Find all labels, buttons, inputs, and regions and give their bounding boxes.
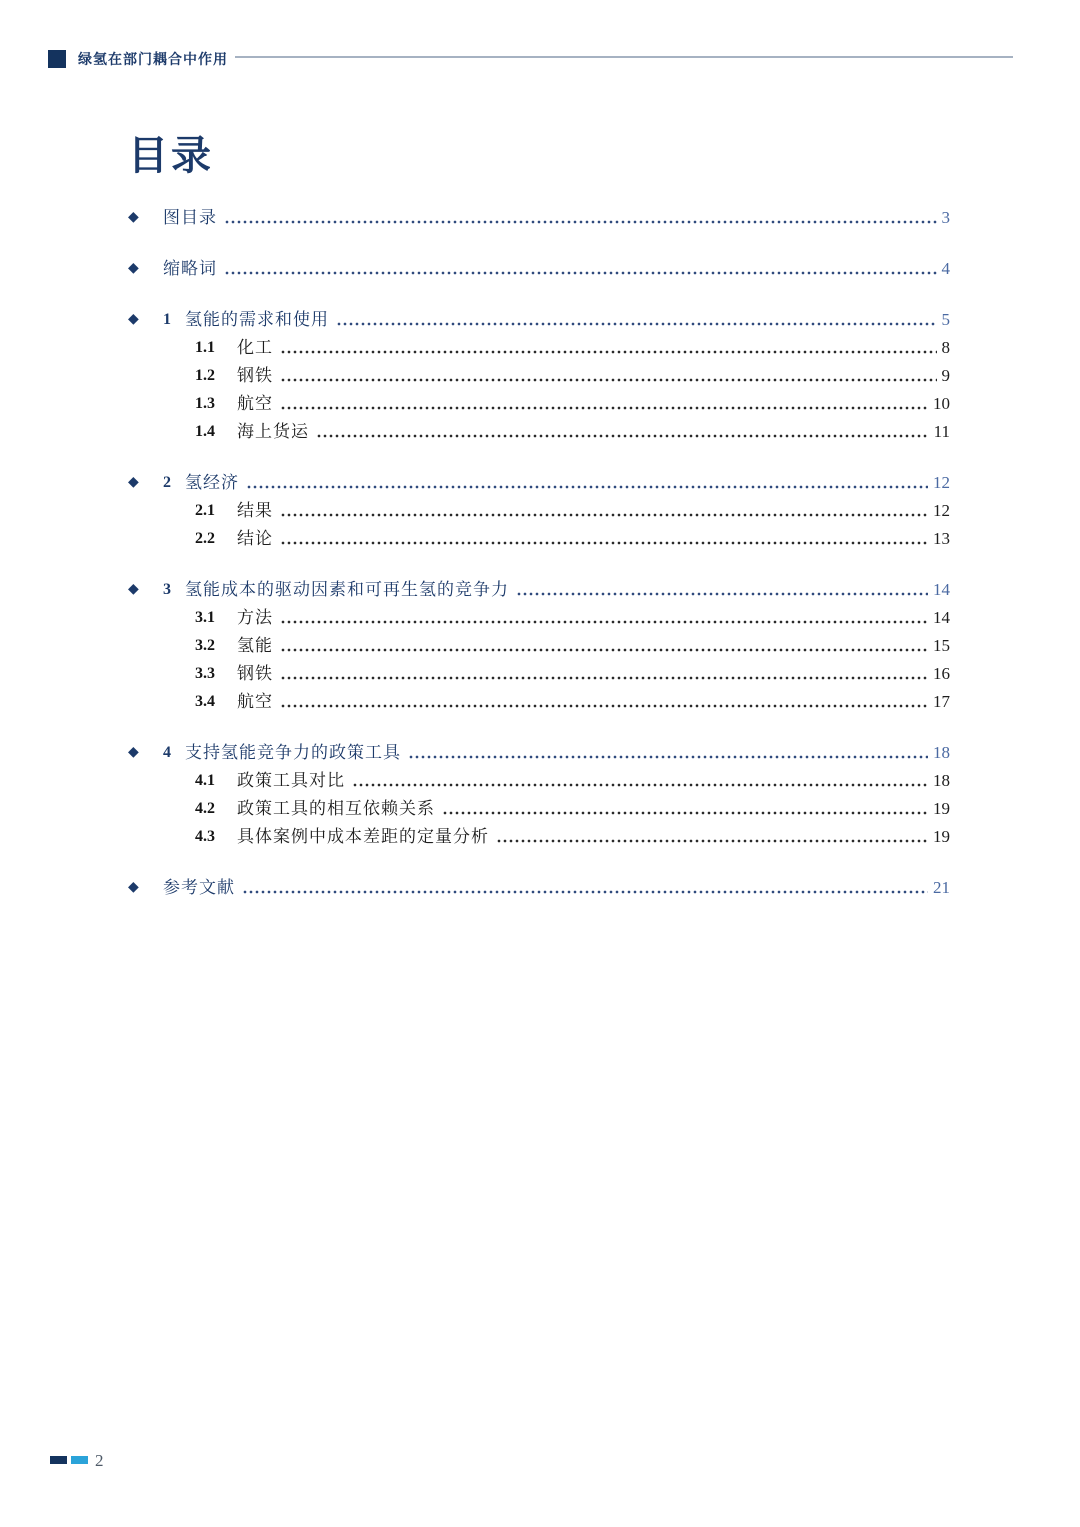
dot-leader <box>246 485 928 489</box>
toc-entry-page: 3 <box>941 208 950 227</box>
toc-entry-number: 3.2 <box>195 637 215 654</box>
toc-entry-number: 1 <box>163 311 171 328</box>
dot-leader <box>224 220 937 224</box>
dot-leader <box>280 620 928 624</box>
toc-entry-page: 8 <box>941 338 950 357</box>
dot-leader <box>408 755 928 759</box>
toc-entry-label: 缩略词 <box>163 259 217 278</box>
toc-entry[interactable] <box>128 576 950 604</box>
toc-entry-page: 4 <box>941 259 950 278</box>
toc-entry[interactable] <box>128 874 950 902</box>
toc-entry-label: 结果 <box>237 501 273 520</box>
toc-entry[interactable] <box>128 306 950 334</box>
toc-entry-number: 4 <box>163 744 171 761</box>
toc-entry-label: 化工 <box>237 338 273 357</box>
toc-entry[interactable] <box>128 390 950 418</box>
toc-entry-label: 航空 <box>237 692 273 711</box>
dot-leader <box>280 350 937 354</box>
toc-entry-label: 参考文献 <box>163 878 235 897</box>
toc-entry-page: 10 <box>933 394 950 413</box>
toc-entry-label: 航空 <box>237 394 273 413</box>
toc-entry[interactable] <box>128 255 950 283</box>
dot-leader <box>516 592 928 596</box>
toc-entry-page: 12 <box>933 473 950 492</box>
toc-entry-page: 18 <box>933 771 950 790</box>
toc-entry-label: 海上货运 <box>237 422 309 441</box>
toc-entry-label: 支持氢能竞争力的政策工具 <box>185 743 401 762</box>
toc-entry[interactable] <box>128 497 950 525</box>
diamond-bullet-icon: ◆ <box>128 210 139 225</box>
toc-entry-page: 13 <box>933 529 950 548</box>
toc-entry[interactable] <box>128 660 950 688</box>
dot-leader <box>280 513 928 517</box>
toc-entry-number: 1.1 <box>195 339 215 356</box>
footer-dark-square-icon <box>50 1456 67 1464</box>
toc-entry[interactable] <box>128 604 950 632</box>
dot-leader <box>442 811 928 815</box>
diamond-bullet-icon: ◆ <box>128 582 139 597</box>
toc-list <box>128 204 950 902</box>
header-rule <box>235 56 1013 58</box>
toc-entry-label: 具体案例中成本差距的定量分析 <box>237 827 489 846</box>
dot-leader <box>280 676 928 680</box>
toc-entry[interactable] <box>128 334 950 362</box>
toc-entry[interactable] <box>128 767 950 795</box>
toc-entry-number: 1.2 <box>195 367 215 384</box>
toc-entry-label: 方法 <box>237 608 273 627</box>
toc-entry-label: 氢能的需求和使用 <box>185 310 329 329</box>
toc-entry[interactable] <box>128 823 950 851</box>
dot-leader <box>280 704 928 708</box>
toc-entry[interactable] <box>128 362 950 390</box>
toc-entry-page: 14 <box>933 608 950 627</box>
dot-leader <box>280 378 937 382</box>
dot-leader <box>316 434 929 438</box>
diamond-bullet-icon: ◆ <box>128 475 139 490</box>
toc-entry-label: 政策工具对比 <box>237 771 345 790</box>
toc-entry-number: 2 <box>163 474 171 491</box>
toc-entry[interactable] <box>128 469 950 497</box>
toc-entry-number: 4.2 <box>195 800 215 817</box>
toc-entry-number: 3.4 <box>195 693 215 710</box>
toc-entry-label: 钢铁 <box>237 664 273 683</box>
toc-entry-page: 5 <box>941 310 950 329</box>
header-square-icon <box>48 50 66 68</box>
toc-entry-number: 3.3 <box>195 665 215 682</box>
toc-entry-number: 3.1 <box>195 609 215 626</box>
toc-entry[interactable] <box>128 632 950 660</box>
toc-entry-label: 钢铁 <box>237 366 273 385</box>
dot-leader <box>280 406 928 410</box>
toc-entry-number: 4.3 <box>195 828 215 845</box>
toc-entry-page: 14 <box>933 580 950 599</box>
dot-leader <box>352 783 928 787</box>
toc-entry-number: 1.4 <box>195 423 215 440</box>
toc-entry-number: 1.3 <box>195 395 215 412</box>
toc-entry-page: 16 <box>933 664 950 683</box>
toc-entry-page: 19 <box>933 799 950 818</box>
toc-entry-number: 2.2 <box>195 530 215 547</box>
toc-entry-label: 政策工具的相互依赖关系 <box>237 799 435 818</box>
toc-entry[interactable] <box>128 525 950 553</box>
toc-entry-label: 氢经济 <box>185 473 239 492</box>
dot-leader <box>280 541 928 545</box>
footer-light-square-icon <box>71 1456 88 1464</box>
toc-entry-page: 19 <box>933 827 950 846</box>
toc-entry-page: 12 <box>933 501 950 520</box>
toc-entry[interactable] <box>128 204 950 232</box>
diamond-bullet-icon: ◆ <box>128 312 139 327</box>
toc-entry-label: 结论 <box>237 529 273 548</box>
toc-entry-label: 图目录 <box>163 208 217 227</box>
dot-leader <box>280 648 928 652</box>
toc-entry-page: 9 <box>941 366 950 385</box>
diamond-bullet-icon: ◆ <box>128 261 139 276</box>
toc-entry[interactable] <box>128 688 950 716</box>
toc-entry-page: 17 <box>933 692 950 711</box>
toc-entry[interactable] <box>128 795 950 823</box>
toc-entry-label: 氢能 <box>237 636 273 655</box>
content-area <box>128 132 950 902</box>
toc-entry-label: 氢能成本的驱动因素和可再生氢的竞争力 <box>185 580 509 599</box>
toc-entry-number: 3 <box>163 581 171 598</box>
toc-entry-page: 11 <box>933 422 950 441</box>
toc-entry-number: 4.1 <box>195 772 215 789</box>
toc-entry[interactable] <box>128 739 950 767</box>
header-doc-title: 绿氢在部门耦合中作用 <box>78 51 228 67</box>
toc-entry-page: 21 <box>933 878 950 897</box>
dot-leader <box>336 322 937 326</box>
toc-entry-page: 18 <box>933 743 950 762</box>
toc-entry[interactable] <box>128 418 950 446</box>
toc-entry-number: 2.1 <box>195 502 215 519</box>
diamond-bullet-icon: ◆ <box>128 745 139 760</box>
page-title: 目录 <box>128 134 214 178</box>
dot-leader <box>242 890 928 894</box>
dot-leader <box>224 271 937 275</box>
toc-entry-page: 15 <box>933 636 950 655</box>
dot-leader <box>496 839 928 843</box>
footer-page-number: 2 <box>95 1451 104 1470</box>
diamond-bullet-icon: ◆ <box>128 880 139 895</box>
